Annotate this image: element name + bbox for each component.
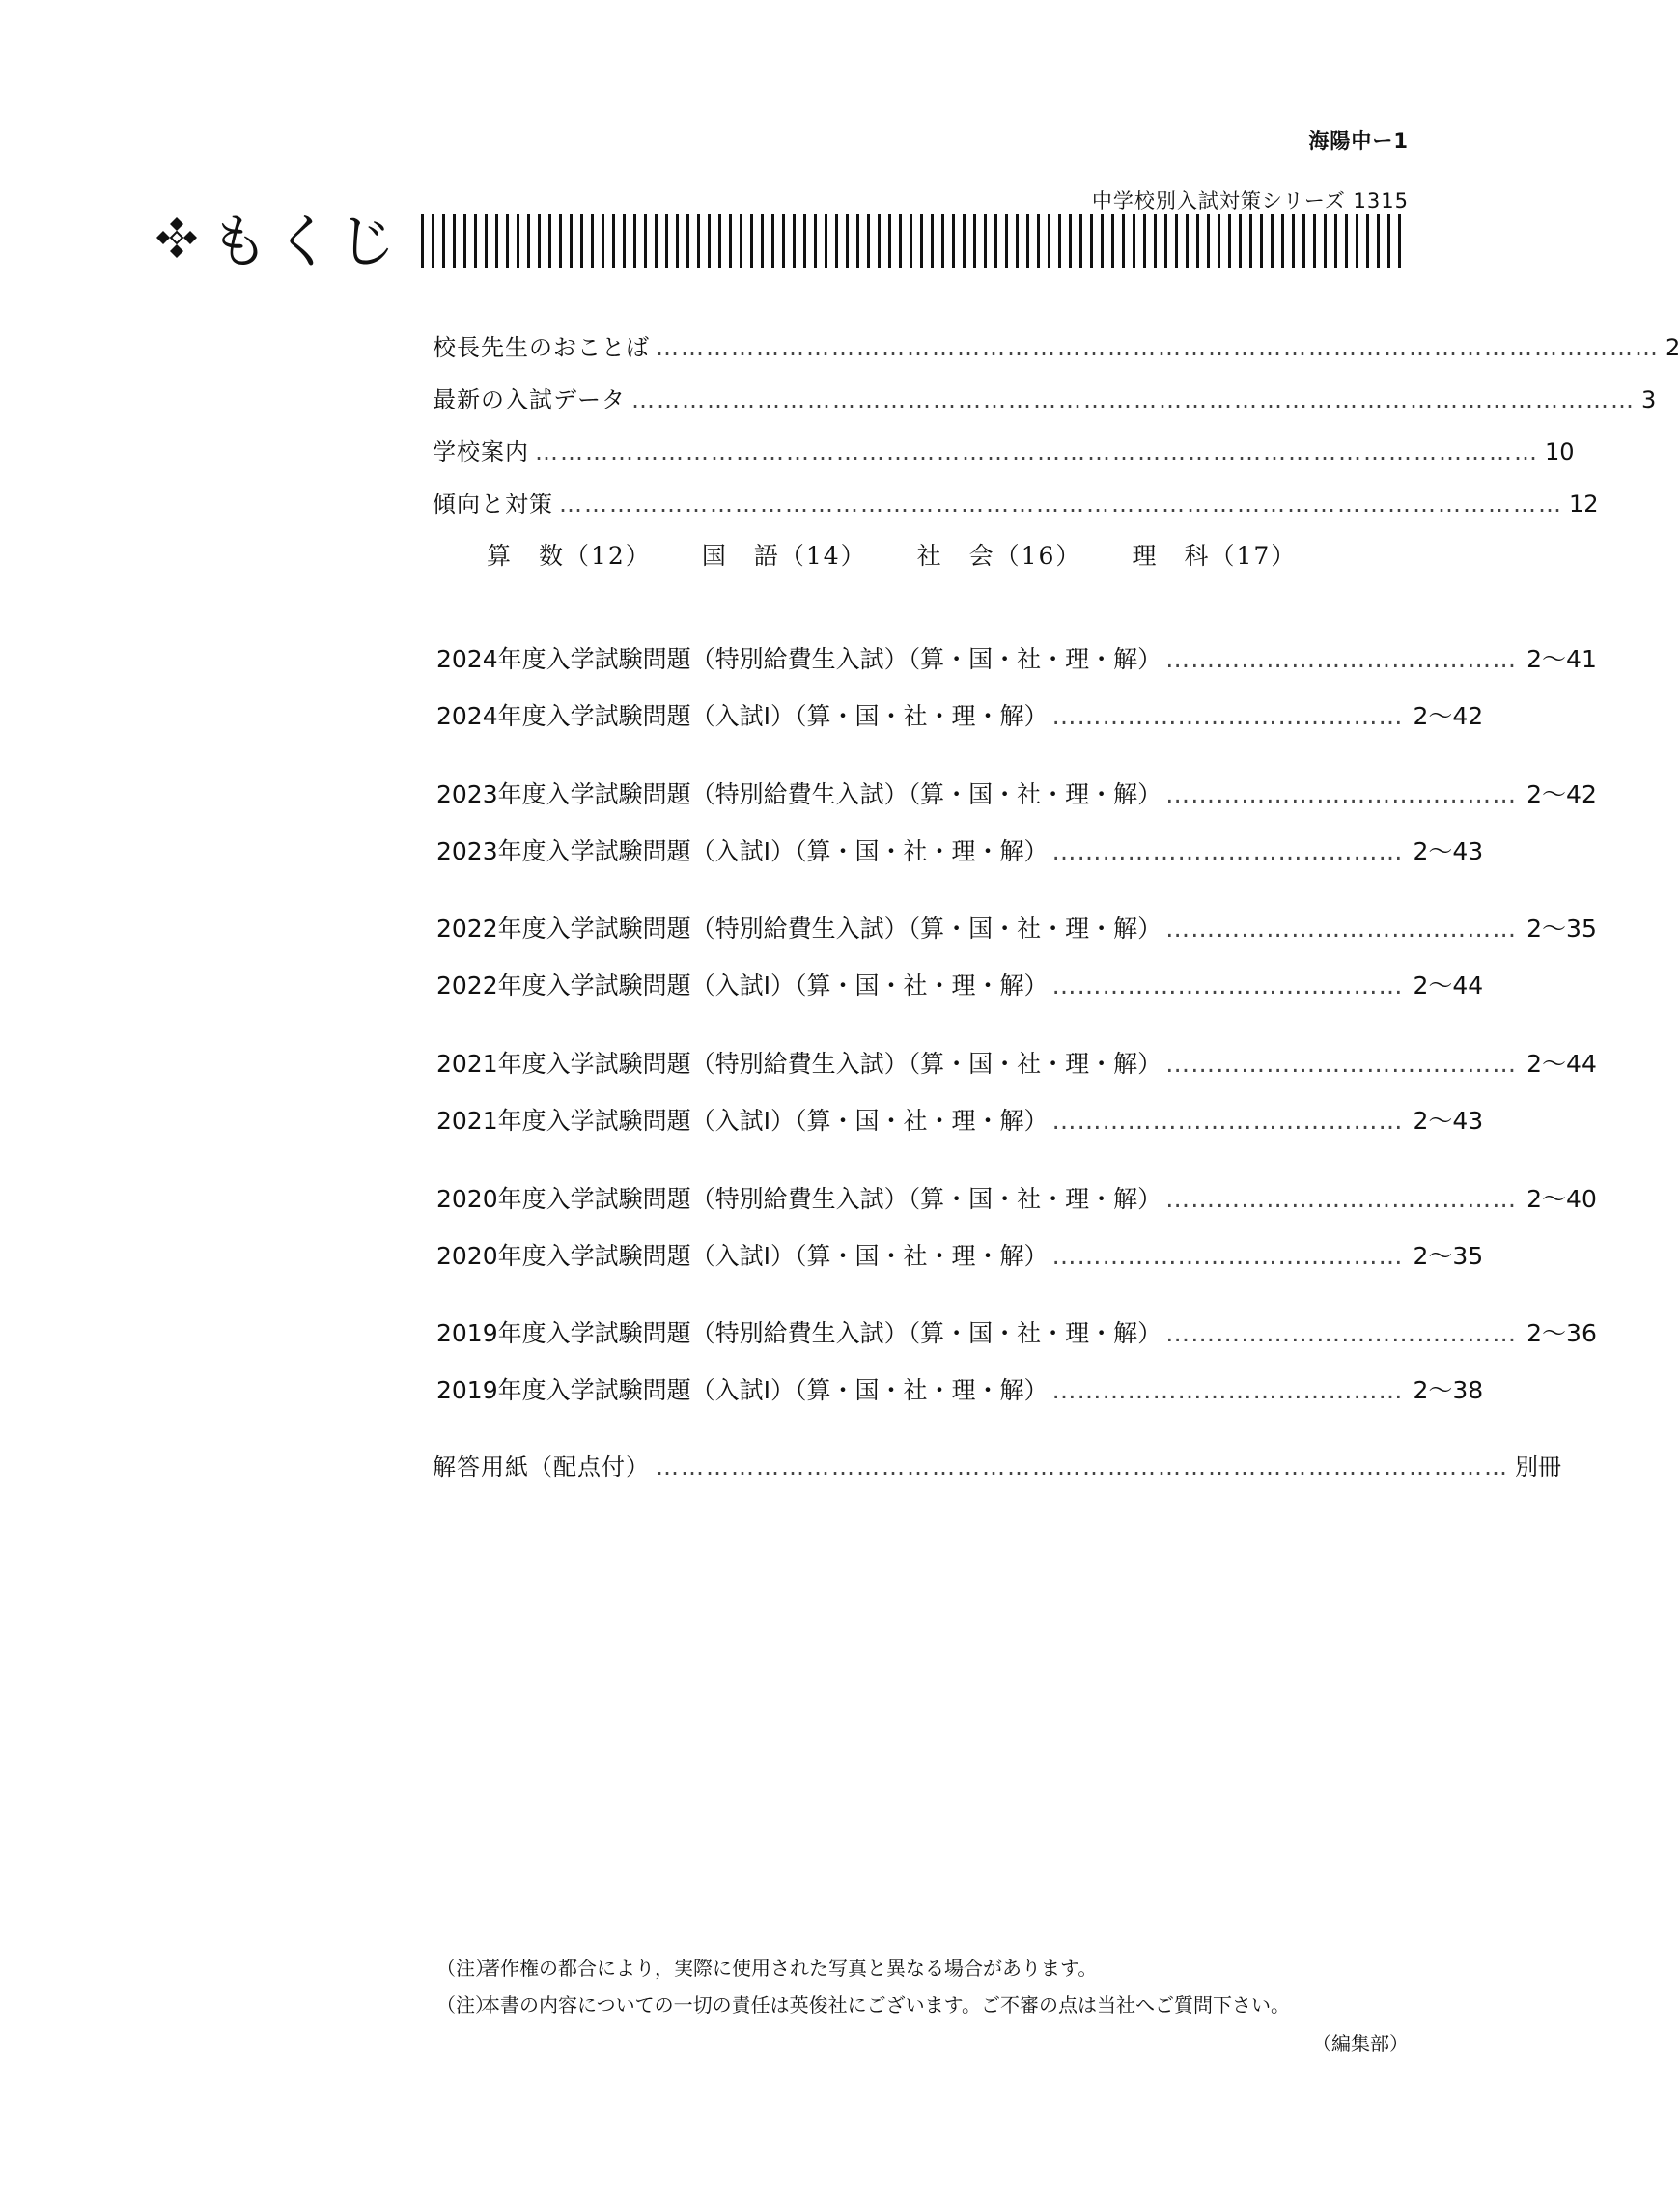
- subject-item: 算 数（12）: [487, 542, 652, 570]
- leader-dots: …………………………………………………………………………………………: [656, 1453, 1509, 1480]
- toc-label: 学校案内: [433, 438, 529, 465]
- leader-dots: ……………………………………: [1165, 1050, 1518, 1078]
- exam-page: 2〜38: [1413, 1376, 1484, 1404]
- leader-dots: ……………………………………: [1165, 915, 1518, 943]
- exam-entry[interactable]: [436, 1183, 1597, 1216]
- exam-page: 2〜44: [1526, 1050, 1597, 1078]
- leader-dots: ……………………………………: [1051, 837, 1404, 865]
- leader-dots: …………………………………………………………………………………………………………: [656, 334, 1660, 361]
- exam-page: 2〜42: [1413, 702, 1484, 730]
- exam-entry[interactable]: [436, 1105, 1484, 1138]
- note-copyright: [436, 1955, 1097, 1982]
- toc-label: 校長先生のおことば: [433, 334, 650, 361]
- subject-list: [487, 537, 1347, 572]
- exam-entry[interactable]: [436, 913, 1597, 945]
- exam-entry[interactable]: [436, 778, 1597, 811]
- exam-page: 2〜36: [1526, 1319, 1597, 1347]
- editorial-credit: （編集部）: [1312, 2032, 1409, 2055]
- page-label: 海陽中ー1: [1308, 129, 1409, 153]
- leader-dots: ……………………………………: [1165, 1319, 1518, 1347]
- exam-label: 2024年度入学試験問題（特別給費生入試）（算・国・社・理・解）: [436, 645, 1162, 673]
- note-text: 著作権の都合により，実際に使用された写真と異なる場合があります。: [481, 1957, 1098, 1980]
- toc-item[interactable]: [433, 383, 1657, 416]
- exam-label: 2023年度入学試験問題（特別給費生入試）（算・国・社・理・解）: [436, 780, 1162, 808]
- exam-entry[interactable]: [436, 1048, 1597, 1081]
- exam-page: 2〜43: [1413, 1107, 1484, 1135]
- exam-label: 2022年度入学試験問題（入試Ⅰ）（算・国・社・理・解）: [436, 972, 1049, 1000]
- exam-label: 2020年度入学試験問題（特別給費生入試）（算・国・社・理・解）: [436, 1185, 1162, 1213]
- exam-entry[interactable]: [436, 1240, 1484, 1273]
- subject-item: 国 語（14）: [701, 542, 867, 570]
- toc-item[interactable]: [433, 488, 1599, 521]
- four-diamond-ornament-icon: [154, 215, 199, 260]
- exam-page: 2〜42: [1526, 780, 1597, 808]
- exam-entry[interactable]: [436, 1317, 1597, 1350]
- toc-page: 12: [1569, 491, 1599, 518]
- leader-dots: …………………………………………………………………………………………………………: [559, 491, 1563, 518]
- exam-page: 2〜40: [1526, 1185, 1597, 1213]
- exam-entry[interactable]: [436, 835, 1484, 868]
- leader-dots: …………………………………………………………………………………………………………: [535, 438, 1539, 465]
- exam-label: 2021年度入学試験問題（特別給費生入試）（算・国・社・理・解）: [436, 1050, 1162, 1078]
- exam-page: 2〜43: [1413, 837, 1484, 865]
- toc-item[interactable]: [433, 436, 1575, 468]
- page-title: [154, 199, 402, 276]
- exam-entry[interactable]: [436, 970, 1484, 1002]
- leader-dots: ……………………………………: [1165, 645, 1518, 673]
- exam-label: 2020年度入学試験問題（入試Ⅰ）（算・国・社・理・解）: [436, 1242, 1049, 1270]
- leader-dots: ……………………………………: [1051, 1376, 1404, 1404]
- leader-dots: ……………………………………: [1051, 1107, 1404, 1135]
- leader-dots: ……………………………………: [1051, 702, 1404, 730]
- toc-item[interactable]: [433, 331, 1680, 364]
- leader-dots: ……………………………………: [1165, 780, 1518, 808]
- answer-sheet-page: 別冊: [1515, 1453, 1561, 1480]
- toc-label: 最新の入試データ: [433, 386, 626, 413]
- subject-item: 社 会（16）: [916, 542, 1082, 570]
- exam-label: 2022年度入学試験問題（特別給費生入試）（算・国・社・理・解）: [436, 915, 1162, 943]
- exam-page: 2〜41: [1526, 645, 1597, 673]
- series-label: 中学校別入試対策シリーズ 1315: [1091, 189, 1409, 212]
- exam-label: 2019年度入学試験問題（特別給費生入試）（算・国・社・理・解）: [436, 1319, 1162, 1347]
- exam-page: 2〜35: [1413, 1242, 1484, 1270]
- title-text: もくじ: [210, 209, 402, 276]
- title-bar-pattern: [421, 214, 1409, 268]
- answer-sheet-entry[interactable]: [433, 1451, 1561, 1483]
- exam-label: 2021年度入学試験問題（入試Ⅰ）（算・国・社・理・解）: [436, 1107, 1049, 1135]
- exam-label: 2024年度入学試験問題（入試Ⅰ）（算・国・社・理・解）: [436, 702, 1049, 730]
- exam-label: 2019年度入学試験問題（入試Ⅰ）（算・国・社・理・解）: [436, 1376, 1049, 1404]
- toc-page: 3: [1641, 386, 1657, 413]
- leader-dots: ……………………………………: [1051, 1242, 1404, 1270]
- exam-page: 2〜35: [1526, 915, 1597, 943]
- leader-dots: …………………………………………………………………………………………………………: [631, 386, 1636, 413]
- toc-page: 2: [1666, 334, 1680, 361]
- note-text: 本書の内容についての一切の責任は英俊社にございます。ご不審の点は当社へご質問下さい。: [481, 1993, 1290, 2016]
- exam-page: 2〜44: [1413, 972, 1484, 1000]
- note-tag: （注）: [436, 1957, 494, 1980]
- exam-entry[interactable]: [436, 700, 1484, 733]
- leader-dots: ……………………………………: [1165, 1185, 1518, 1213]
- answer-sheet-label: 解答用紙（配点付）: [433, 1453, 650, 1480]
- exam-label: 2023年度入学試験問題（入試Ⅰ）（算・国・社・理・解）: [436, 837, 1049, 865]
- subject-item: 理 科（17）: [1132, 542, 1298, 570]
- toc-label: 傾向と対策: [433, 491, 553, 518]
- leader-dots: ……………………………………: [1051, 972, 1404, 1000]
- exam-entry[interactable]: [436, 643, 1597, 676]
- exam-entry[interactable]: [436, 1374, 1484, 1407]
- note-responsibility: [436, 1991, 1290, 2018]
- toc-page: 10: [1545, 438, 1575, 465]
- note-tag: （注）: [436, 1993, 494, 2016]
